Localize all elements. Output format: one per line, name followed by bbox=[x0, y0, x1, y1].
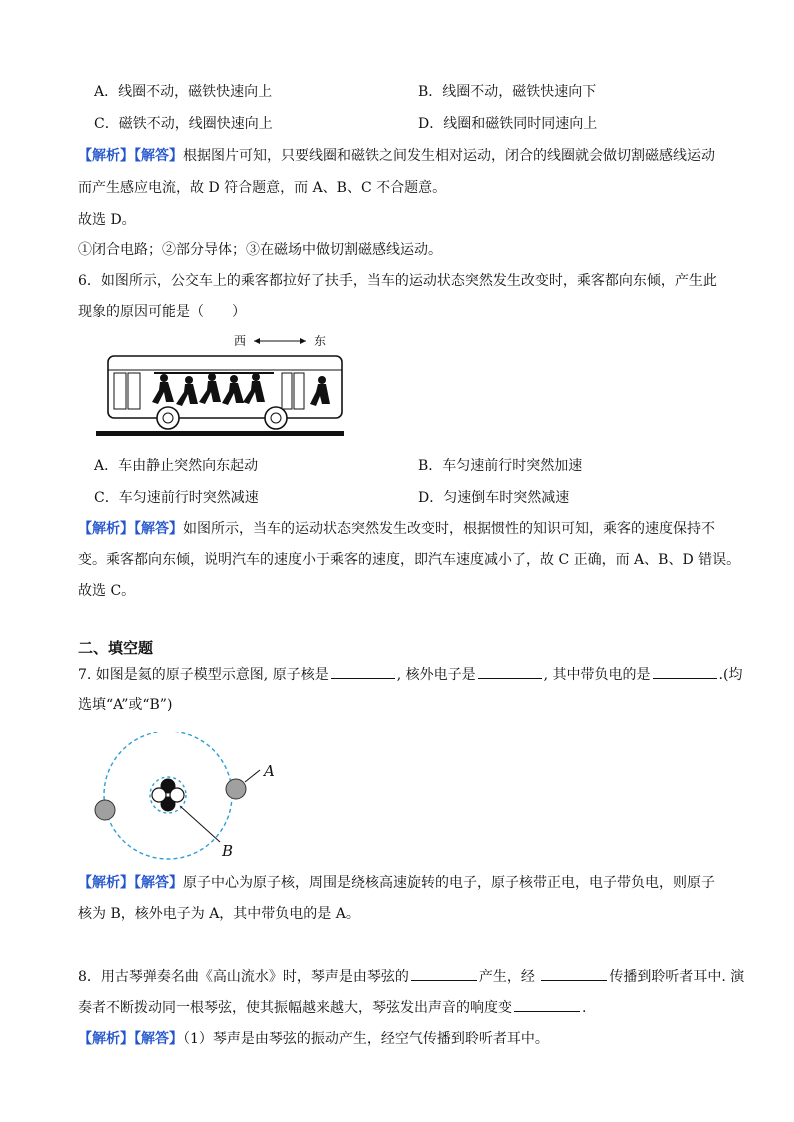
q6-analysis-text-1: 如图所示，当车的运动状态突然发生改变时，根据惯性的知识可知，乘客的速度保持不 bbox=[183, 521, 715, 537]
q8-stem-line-2 bbox=[78, 997, 586, 1018]
answer-blank bbox=[541, 966, 607, 981]
q8-stem-part-a: 8．用古琴弹奏名曲《高山流水》时，琴声是由琴弦的 bbox=[78, 969, 409, 985]
q7-analysis-line-2: 核为 B，核外电子为 A，其中带负电的是 A。 bbox=[78, 906, 360, 922]
q8-analysis-text-1: （1）琴声是由琴弦的振动产生，经空气传播到聆听者耳中。 bbox=[183, 1031, 549, 1047]
q5-option-c: C．磁铁不动，线圈快速向上 bbox=[94, 116, 273, 132]
q8-stem-part-b: 产生，经 bbox=[478, 969, 540, 985]
analysis-tag: 【解析】 bbox=[78, 875, 134, 891]
answer-blank bbox=[478, 664, 542, 679]
q5-analysis-line-2: 而产生感应电流，故 D 符合题意，而 A、B、C 不合题意。 bbox=[78, 180, 447, 196]
q6-option-d: D．匀速倒车时突然减速 bbox=[418, 490, 570, 506]
q7-stem-part-c: , 其中带负电的是 bbox=[543, 667, 651, 683]
analysis-tag: 【解析】 bbox=[78, 1031, 134, 1047]
bus-body bbox=[108, 356, 342, 418]
q8-stem-part-e: . bbox=[582, 1000, 587, 1016]
q6-analysis-line-1 bbox=[78, 519, 715, 539]
electron bbox=[95, 800, 115, 820]
label-a: A bbox=[264, 762, 275, 780]
answer-tag: 【解答】 bbox=[134, 875, 183, 891]
ground bbox=[96, 431, 344, 436]
answer-tag: 【解答】 bbox=[134, 148, 183, 164]
q5-option-d: D．线圈和磁铁同时同速向上 bbox=[418, 116, 598, 132]
nucleus-particle bbox=[170, 788, 184, 802]
q7-stem-part-a: 7. 如图是氦的原子模型示意图, 原子核是 bbox=[78, 667, 329, 683]
answer-blank bbox=[411, 966, 477, 981]
q5-option-b: B．线圈不动，磁铁快速向下 bbox=[418, 84, 597, 100]
atom-figure bbox=[88, 732, 288, 864]
q7-stem-line-2: 选填“A”或“B”) bbox=[78, 697, 173, 713]
q6-option-b: B．车匀速前行时突然加速 bbox=[418, 458, 583, 474]
answer-tag: 【解答】 bbox=[134, 1031, 183, 1047]
q5-analysis-text-1: 根据图片可知，只要线圈和磁铁之间发生相对运动，闭合的线圈就会做切割磁感线运动 bbox=[183, 148, 715, 164]
analysis-tag: 【解析】 bbox=[78, 148, 134, 164]
label-b: B bbox=[222, 842, 234, 860]
q7-stem-part-d: .(均 bbox=[718, 667, 743, 683]
q8-stem-part-c: 传播到聆听者耳中. 演 bbox=[609, 969, 745, 985]
answer-tag: 【解答】 bbox=[134, 521, 183, 537]
q6-analysis-line-2: 变。乘客都向东倾，说明汽车的速度小于乘客的速度，即汽车速度减小了，故 C 正确，而 A、B、D 错误。 bbox=[78, 552, 741, 568]
q6-stem-line-2: 现象的原因可能是（ ） bbox=[78, 304, 246, 320]
bus-figure bbox=[94, 330, 346, 440]
pointer-line-b bbox=[180, 806, 220, 842]
q5-choice: 故选 D。 bbox=[78, 212, 136, 228]
east-label: 东 bbox=[313, 334, 327, 348]
nucleus-particle bbox=[152, 788, 166, 802]
answer-blank bbox=[653, 664, 717, 679]
q7-stem-part-b: , 核外电子是 bbox=[396, 667, 476, 683]
q7-analysis-text-1: 原子中心为原子核，周围是绕核高速旋转的电子，原子核带正电，电子带负电，则原子 bbox=[183, 875, 715, 891]
q5-option-a: A．线圈不动，磁铁快速向上 bbox=[94, 84, 273, 100]
section-title: 二、填空题 bbox=[78, 639, 154, 657]
q8-stem-line-1 bbox=[78, 966, 744, 987]
q8-stem-part-d: 奏者不断拨动同一根琴弦，使其振幅越来越大，琴弦发出声音的响度变 bbox=[78, 1000, 512, 1016]
q6-option-a: A．车由静止突然向东起动 bbox=[94, 458, 259, 474]
electron bbox=[226, 779, 246, 799]
q6-choice: 故选 C。 bbox=[78, 583, 136, 599]
q7-analysis-line-1 bbox=[78, 873, 715, 893]
answer-blank bbox=[331, 664, 395, 679]
q5-note: ①闭合电路；②部分导体；③在磁场中做切割磁感线运动。 bbox=[78, 242, 442, 258]
answer-blank bbox=[514, 997, 580, 1012]
q8-analysis-line-1 bbox=[78, 1029, 549, 1049]
q7-stem-line-1 bbox=[78, 664, 742, 685]
q6-stem-line-1: 6．如图所示，公交车上的乘客都拉好了扶手，当车的运动状态突然发生改变时，乘客都向东倾，产生此 bbox=[78, 273, 717, 289]
analysis-tag: 【解析】 bbox=[78, 521, 134, 537]
west-label: 西 bbox=[233, 334, 247, 348]
q6-option-c: C．车匀速前行时突然减速 bbox=[94, 490, 259, 506]
q5-analysis-line-1 bbox=[78, 146, 715, 166]
electron-orbit bbox=[104, 732, 232, 859]
pointer-line-a bbox=[245, 770, 260, 782]
